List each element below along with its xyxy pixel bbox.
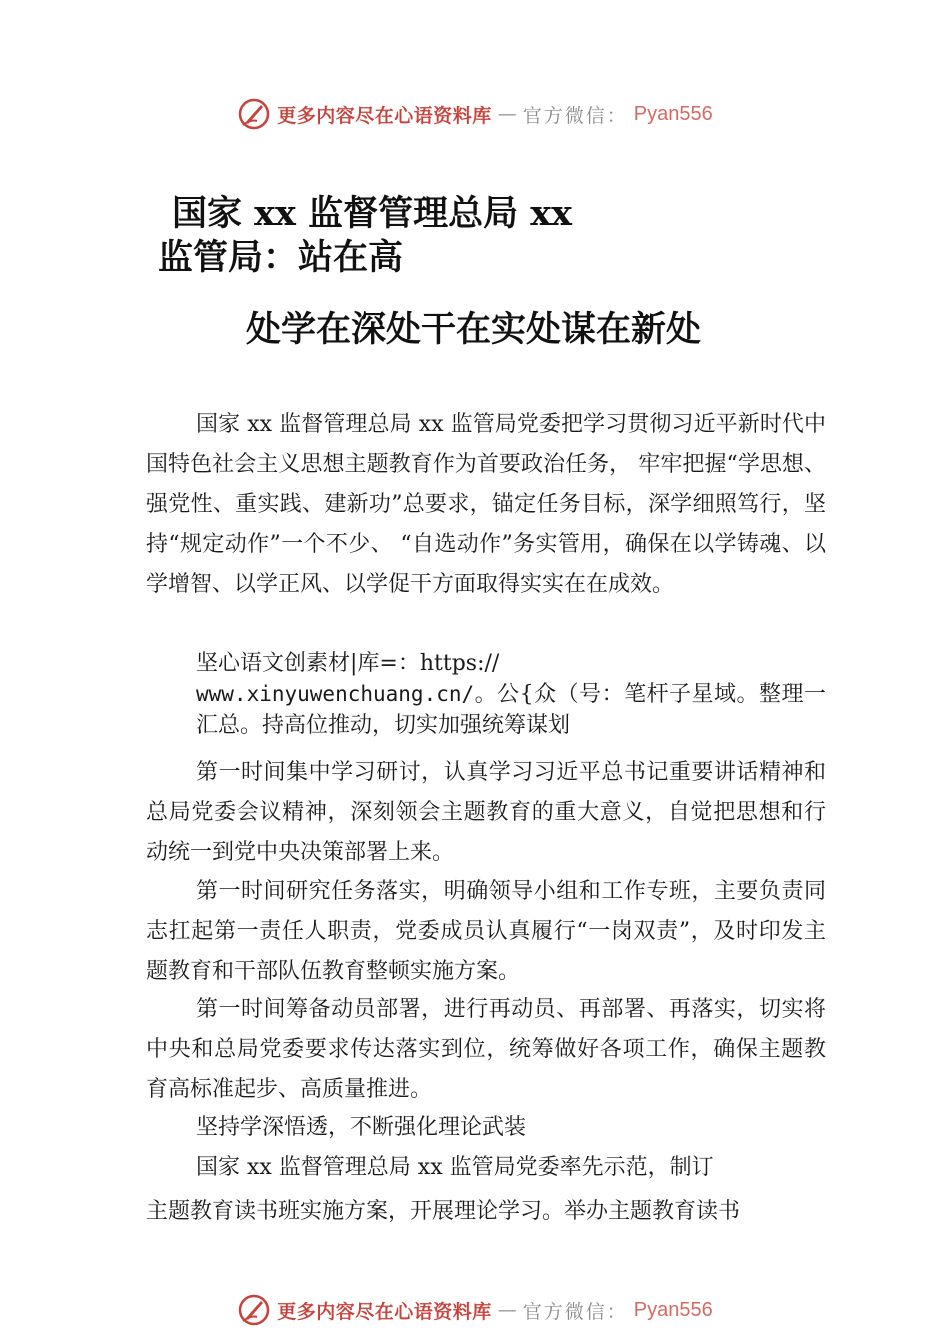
body-paragraph-3: 第一时间集中学习研讨，认真学习习近平总书记重要讲话精神和总局党委会议精神，深刻领会主题教育的重大意义，自觉把思想和行动统一到党中央决策部署上来。: [146, 760, 826, 865]
document-title-line-1: 国家 xx 监督管理总局 xx: [172, 193, 573, 234]
quill-pen-circle-icon: [237, 97, 271, 131]
watermark-wechat-label: 官方微信：: [522, 104, 628, 127]
watermark-brand: 更多内容尽在心语资料库: [277, 1300, 492, 1323]
document-title-line-3: 处学在深处干在实处谋在新处: [246, 309, 702, 350]
watermark-separator: —: [497, 1299, 517, 1321]
source-note-suffix: 。公{众（号：笔杆子星域。整理一汇总。持高位推动，切实加强统筹谋划: [196, 682, 826, 738]
watermark-wechat-label: 官方微信：: [522, 1300, 628, 1323]
body-paragraph-5: 第一时间筹备动员部署，进行再动员、再部署、再落实，切实将中央和总局党委要求传达落实到位，统筹做好各项工作，确保主题教育高标准起步、高质量推进。: [146, 997, 826, 1102]
watermark-wechat-id: Pyan556: [633, 102, 713, 125]
watermark-brand: 更多内容尽在心语资料库: [277, 104, 492, 127]
body-paragraph-4: 第一时间研究任务落实，明确领导小组和工作专班，主要负责同志扛起第一责任人职责，党委成员认真履行“一岗双责”，及时印发主题教育和干部队伍教育整顿实施方案。: [146, 879, 826, 984]
source-url: www.xinyuwenchuang.cn/: [196, 682, 475, 706]
body-paragraph-2: [196, 648, 826, 741]
quill-pen-circle-icon: [237, 1293, 271, 1327]
source-note-prefix: 坚心语文创素材|库=：https://: [196, 651, 500, 676]
watermark-separator: —: [497, 103, 517, 125]
section-heading-paragraph: 坚持学深悟透，不断强化理论武装: [196, 1115, 527, 1140]
document-title-line-2: 监管局：站在高: [158, 237, 404, 278]
footer-watermark: [0, 1290, 950, 1330]
body-paragraph-1: 国家 xx 监督管理总局 xx 监管局党委把学习贯彻习近平新时代中国特色社会主义思想主题教育作为首要政治任务， 牢牢把握“学思想、强党性、重实践、建新功”总要求，锚定任务目标，深学细照笃行，坚持“规定动作”一个不少、 “自选动作”务实管用，确保在以学铸魂、以学增智、以学正风、以学促干方面取得实实在在成效。: [146, 412, 826, 597]
body-paragraph-8: 主题教育读书班实施方案，开展理论学习。举办主题教育读书: [146, 1199, 741, 1224]
body-paragraph-7: 国家 xx 监督管理总局 xx 监管局党委率先示范，制订: [196, 1155, 714, 1180]
watermark-wechat-id: Pyan556: [633, 1298, 713, 1321]
header-watermark: [0, 94, 950, 134]
